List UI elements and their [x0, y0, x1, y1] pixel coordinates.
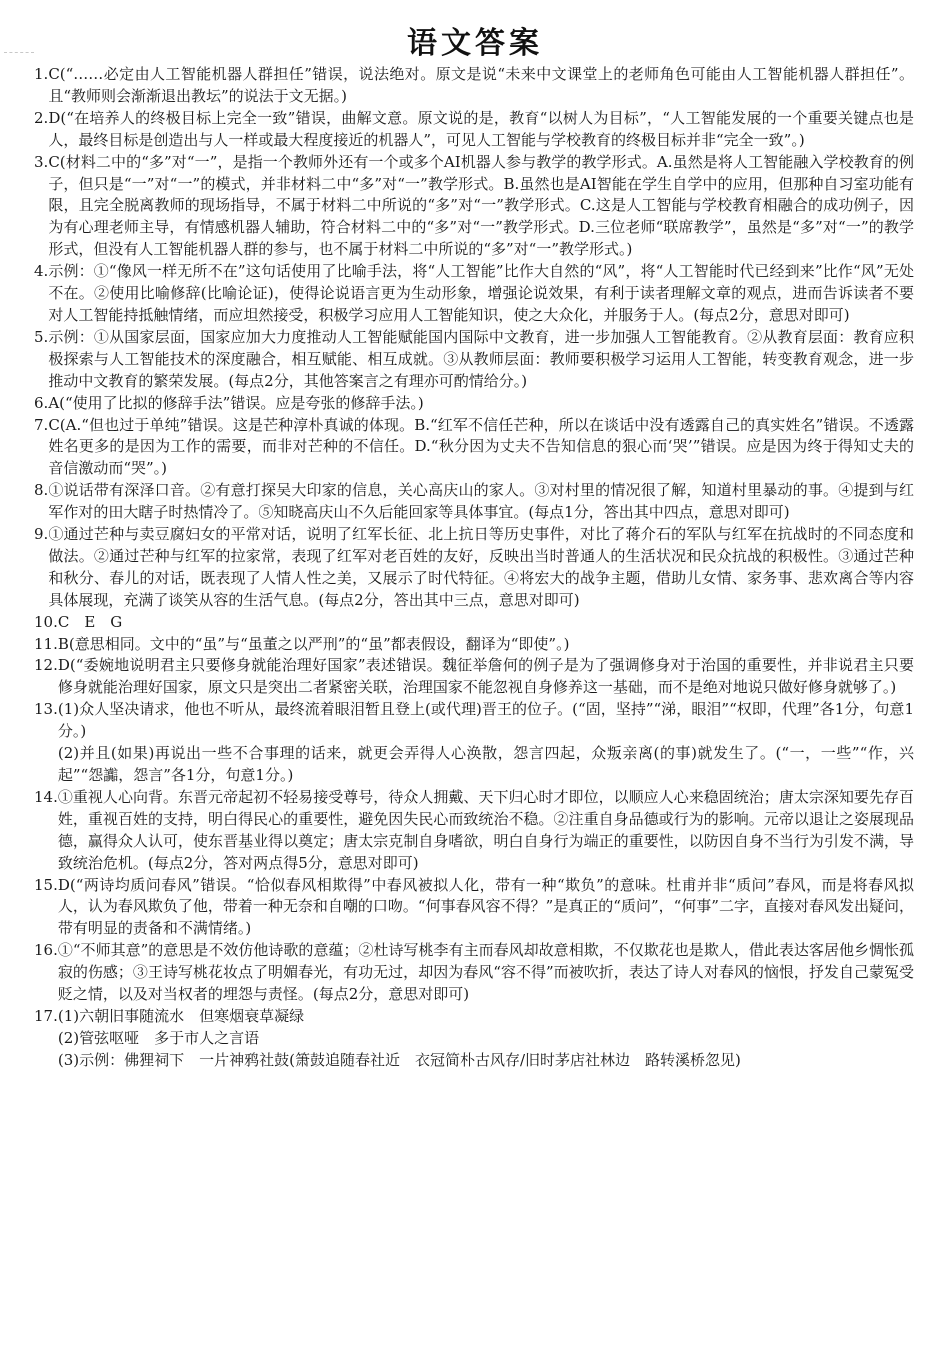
answer-subitem: (1)众人坚决请求，他也不听从，最终流着眼泪暂且登上(或代理)晋王的位子。(“固，坚持”“涕，眼泪”“权即，代理”各1分，句意1分。) — [57, 700, 914, 741]
answer-text: A(“使用了比拟的修辞手法”错误。应是夸张的修辞手法。) — [48, 393, 424, 412]
answer-item — [34, 699, 914, 787]
answer-text: ①说话带有深泽口音。②有意打探吴大印家的信息，关心高庆山的家人。③对村里的情况很了解，知道村里暴动的事。④提到与红军作对的田大瞎子时热情冷了。⑤知晓高庆山不久后能回家等具体事宜。(每点1分，答出其中四点，意思对即可) — [48, 481, 914, 522]
answer-text: C E G — [57, 612, 123, 631]
answer-subitem: (1)六朝旧事随流水 但寒烟衰草凝绿 — [57, 1006, 305, 1025]
answer-number: 13. — [34, 700, 58, 719]
answer-text: ①“不师其意”的意思是不效仿他诗歌的意蕴；②杜诗写桃李有主而春风却故意相欺，不仅欺花也是欺人，借此表达客居他乡惆怅孤寂的伤感；③王诗写桃花妆点了明媚春光，有功无过，却因为春风“容不得”而被吹折，表达了诗人对春风的恼恨，抒发自己蒙冤受贬之情，以及对当权者的埋怨与责怪。(每点2分，意思对即可) — [57, 941, 914, 1004]
answer-number: 14. — [34, 787, 58, 806]
answer-item — [34, 480, 914, 524]
answer-item — [34, 261, 914, 327]
answer-number: 11. — [34, 634, 58, 653]
answer-text — [58, 699, 914, 787]
answer-number: 8. — [34, 481, 49, 500]
answer-text: C(材料二中的“多”对“一”，是指一个教师外还有一个或多个AI机器人参与教学的教学形式。A.虽然是将人工智能融入学校教育的例子，但只是“一”对“一”的模式，并非材料二中“多”对“一”教学形式。B.虽然也是AI智能在学生自学中的应用，但那种自习室功能有限，且完全脱离教师的现场指导，不属于材料二中所说的“多”对“一”教学形式。C.这是人工智能与学校教育相融合的成功例子，因为有心理老师主导，有情感机器人辅助，符合材料二中的“多”对“一”教学形式。D.三位老师“联席教学”，虽然是“多”对“一”的教学形式，但没有人工智能机器人群的参与，也不属于材料二中所说的“多”对“一”教学形式。) — [48, 152, 914, 259]
answer-text: B(意思相同。文中的“虽”与“虽董之以严刑”的“虽”都表假设，翻译为“即使”。) — [57, 634, 570, 653]
answer-text — [58, 1006, 914, 1072]
answer-number: 4. — [34, 262, 49, 281]
answer-number: 6. — [34, 393, 49, 412]
answer-item — [34, 634, 914, 656]
answer-subitem: (2)管弦呕哑 多于市人之言语 — [57, 1028, 260, 1047]
page-title: 语文答案 — [407, 26, 543, 61]
answer-number: 12. — [34, 656, 58, 675]
answer-item — [34, 940, 914, 1006]
answer-item — [34, 524, 914, 612]
answer-text: C(“……必定由人工智能机器人群担任”错误，说法绝对。原文是说“未来中文课堂上的老师角色可能由人工智能机器人群担任”。且“教师则会渐渐退出教坛”的说法于文无据。) — [48, 65, 914, 105]
answer-text: C(A.“但也过于单纯”错误。这是芒种淳朴真诚的体现。B.“红军不信任芒种，所以在谈话中没有透露自己的真实姓名”错误。不透露姓名更多的是因为工作的需要，而非对芒种的不信任。D.“秋分因为丈夫不告知信息的狠心而‘哭’”错误。应是因为终于得知丈夫的音信激动而“哭”。) — [48, 415, 914, 478]
answer-number: 5. — [34, 327, 49, 346]
answer-number: 17. — [34, 1006, 58, 1025]
answer-number: 7. — [34, 415, 49, 434]
answer-item — [34, 875, 914, 941]
answer-number: 1. — [34, 65, 49, 83]
answer-list — [34, 64, 914, 1072]
answer-subitem: (3)示例：佛狸祠下 一片神鸦社鼓(箫鼓追随春社近 衣冠简朴古风存/旧时茅店社林边 路转溪桥忽见) — [57, 1050, 741, 1069]
answer-text: D(“委婉地说明君主只要修身就能治理好国家”表述错误。魏征举詹何的例子是为了强调修身对于治国的重要性，并非说君主只要修身就能治理好国家，原文只是突出二者紧密关联，治理国家不能忽视自身修养这一基础，而不是绝对地说只做好修身就够了。) — [57, 656, 914, 697]
answer-text: ①通过芒种与卖豆腐妇女的平常对话，说明了红军长征、北上抗日等历史事件，对比了蒋介石的军队与红军在抗战时的不同态度和做法。②通过芒种与红军的拉家常，表现了红军对老百姓的友好，反映出当时普通人的生活状况和民众抗战的积极性。③通过芒种和秋分、春儿的对话，既表现了人情人性之美，又展示了时代特征。④将宏大的战争主题，借助儿女情、家务事、悲欢离合等内容具体展现，充满了谈笑从容的生活气息。(每点2分，答出其中三点，意思对即可) — [48, 525, 914, 609]
answer-item — [34, 108, 914, 152]
answer-subitem: (2)并且(如果)再说出一些不合事理的话来，就更会弄得人心涣散，怨言四起，众叛亲离(的事)就发生了。(“一，一些”“作，兴起”“怨讟，怨言”各1分，句意1分。) — [57, 744, 914, 784]
answer-item — [34, 655, 914, 699]
answer-item — [34, 327, 914, 393]
answer-item — [34, 787, 914, 875]
answer-item — [34, 612, 914, 634]
answer-number: 9. — [34, 525, 49, 544]
answer-number: 10. — [34, 612, 58, 631]
answer-item — [34, 393, 914, 415]
answer-text: D(“在培养人的终极目标上完全一致”错误，曲解文意。原文说的是，教育“以树人为目标”，“人工智能发展的一个重要关键点也是人，最终目标是创造出与人一样或最大程度接近的机器人”，可见人工智能与学校教育的终极目标并非“完全一致”。) — [48, 108, 914, 149]
answer-text: ①重视人心向背。东晋元帝起初不轻易接受尊号，待众人拥戴、天下归心时才即位，以顺应人心来稳固统治；唐太宗深知要先存百姓，重视百姓的支持，明白得民心的重要性，避免因失民心而致统治不稳。②注重自身品德或行为的影响。元帝以退让之姿展现品德，赢得众人认可，使东晋基业得以奠定；唐太宗克制自身嗜欲，明白自身行为端正的重要性，以防因自身不当行为引发不满，导致统治危机。(每点2分，答对两点得5分，意思对即可) — [57, 787, 914, 872]
answer-item — [34, 152, 914, 262]
answer-number: 15. — [34, 875, 58, 894]
answer-text: 示例：①从国家层面，国家应加大力度推动人工智能赋能国内国际中文教育，进一步加强人工智能教育。②从教育层面：教育应积极探索与人工智能技术的深度融合，相互赋能、相互成就。③从教师层面：教师要积极学习运用人工智能，转变教育观念，进一步推动中文教育的繁荣发展。(每点2分，其他答案言之有理亦可酌情给分。) — [48, 327, 914, 390]
answer-item — [34, 415, 914, 481]
answer-number: 2. — [34, 108, 49, 127]
answer-item — [34, 1006, 914, 1072]
answer-text: 示例：①“像风一样无所不在”这句话使用了比喻手法，将“人工智能”比作大自然的“风”，将“人工智能时代已经到来”比作“风”无处不在。②使用比喻修辞(比喻论证)，使得论说语言更为生动形象，增强论说效果，有利于读者理解文章的观点，进而告诉读者不要对人工智能持抵触情绪，而应坦然接受，积极学习应用人工智能知识，使之大众化，并服务于人。(每点2分，意思对即可) — [48, 262, 914, 324]
answer-number: 3. — [34, 152, 49, 171]
answer-text: D(“两诗均质问春风”错误。“恰似春风相欺得”中春风被拟人化，带有一种“欺负”的意味。杜甫并非“质问”春风，而是将春风拟人，认为春风欺负了他，带着一种无奈和自嘲的口吻。“何事春风容不得？”是真正的“质问”，“何事”二字，直接对春风发出疑问，带有明显的责备和不满情绪。) — [57, 875, 914, 938]
answer-number: 16. — [34, 941, 58, 960]
answer-item — [34, 64, 914, 108]
